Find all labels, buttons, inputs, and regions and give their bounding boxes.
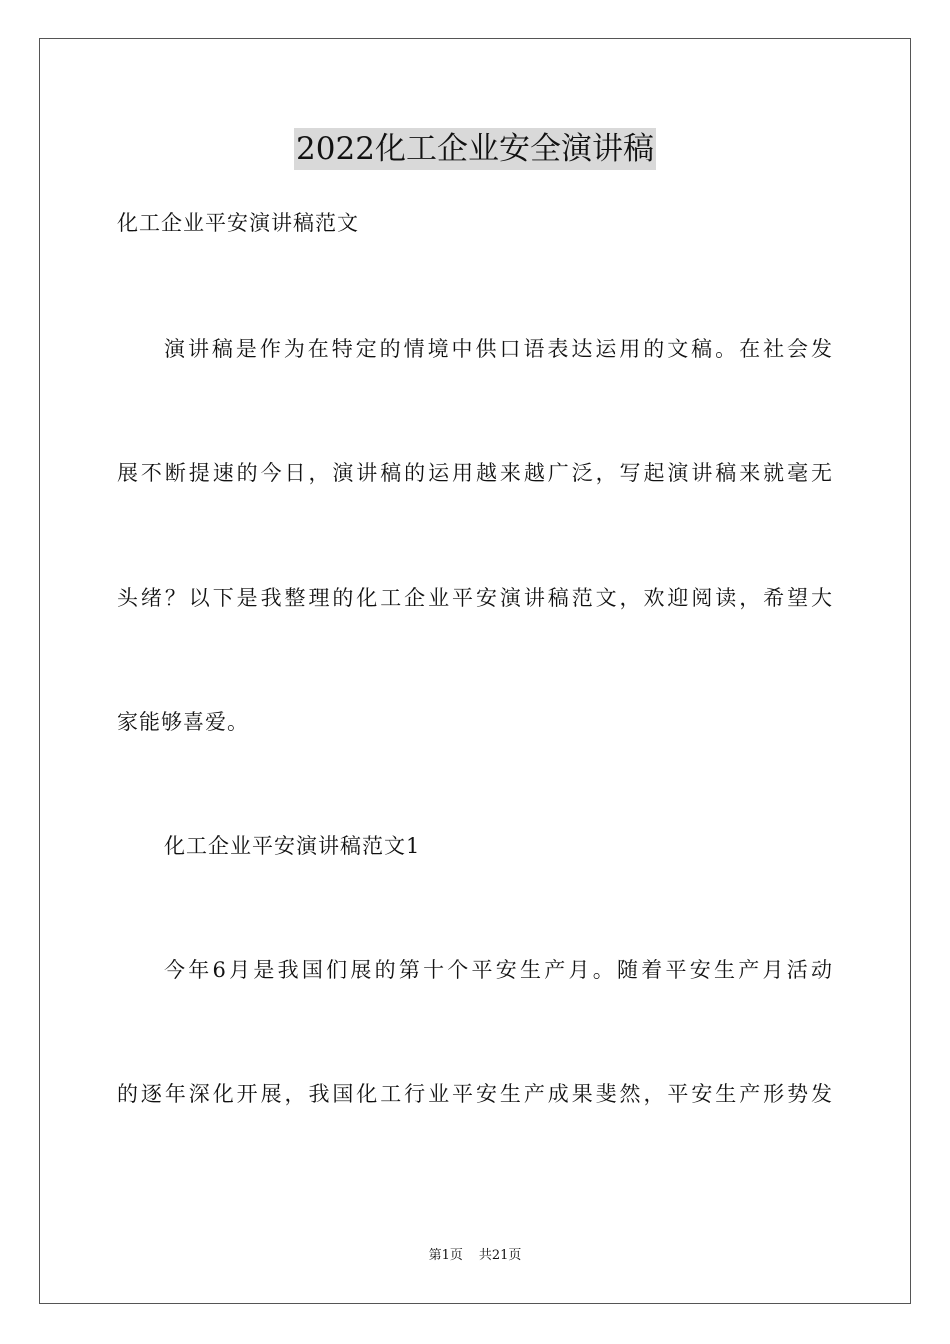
- document-subtitle: 化工企业平安演讲稿范文: [117, 211, 359, 235]
- page-number: 第1页: [428, 1248, 463, 1263]
- paragraph-line: 今年6月是我国们展的第十个平安生产月。随着平安生产月活动: [164, 958, 833, 982]
- paragraph-line: 演讲稿是作为在特定的情境中供口语表达运用的文稿。在社会发: [164, 337, 833, 361]
- section-heading: 化工企业平安演讲稿范文1: [164, 834, 421, 858]
- page-total: 共21页: [478, 1248, 522, 1263]
- paragraph-line: 展不断提速的今日，演讲稿的运用越来越广泛，写起演讲稿来就毫无: [117, 461, 833, 485]
- page-footer: [0, 1246, 950, 1266]
- document-title-text: 2022化工企业安全演讲稿: [294, 128, 656, 170]
- paragraph-line: 头绪？以下是我整理的化工企业平安演讲稿范文，欢迎阅读，希望大: [117, 586, 833, 610]
- paragraph-line: 家能够喜爱。: [117, 710, 249, 734]
- document-title: [0, 128, 950, 170]
- paragraph-line: 的逐年深化开展，我国化工行业平安生产成果斐然，平安生产形势发: [117, 1082, 833, 1106]
